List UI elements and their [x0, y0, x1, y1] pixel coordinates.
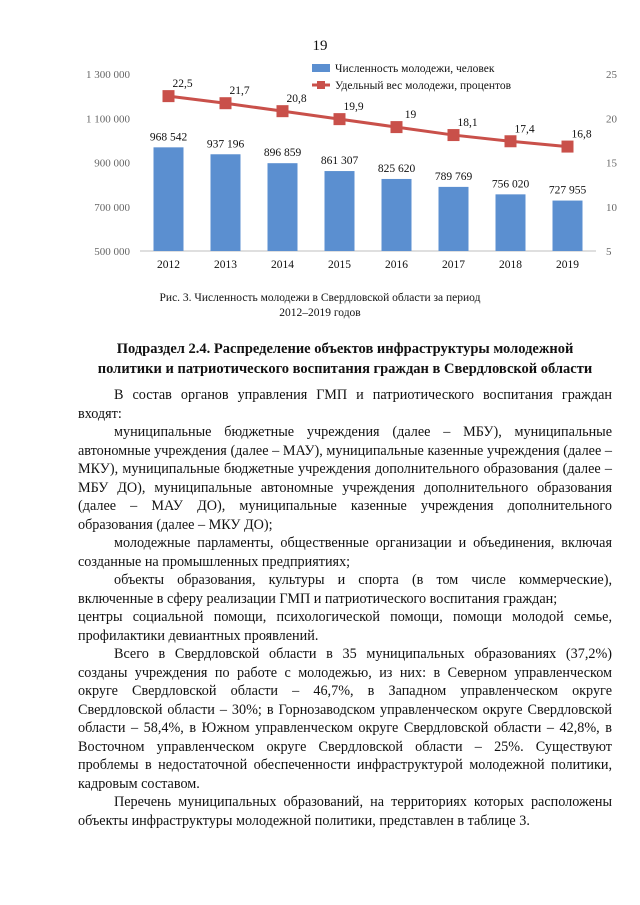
paragraph: объекты образования, культуры и спорта (в том числе коммерческие), включенные в сферу реализации ГМП и патриотического воспитания граждан; — [78, 572, 612, 607]
page-number: 19 — [312, 38, 328, 54]
bar — [154, 147, 184, 251]
paragraph: муниципальные бюджетные учреждения (далее – МБУ), муниципальные автономные учреждения (далее – МАУ), муниципальные казенные учреждения (далее – МКУ), муниципальные бюджетные учреждения дополнительного образования (далее – МБУ ДО), муниципальные автономные учреждения дополнительного образования (далее – МАУ ДО), муниципальные казенные учреждения дополнительного образования (далее – МКУ ДО); — [78, 424, 612, 533]
heading-line-2: политики и патриотического воспитания граждан в Свердловской области — [97, 361, 593, 377]
youth-population-chart — [0, 0, 640, 290]
bar — [211, 154, 241, 251]
line-data-label: 16,8 — [571, 128, 592, 141]
x-tick-label: 2016 — [385, 259, 408, 271]
bar-data-label: 825 620 — [377, 162, 416, 175]
x-tick-label: 2018 — [499, 259, 522, 271]
bar-data-label: 861 307 — [320, 155, 359, 168]
line-point-marker — [277, 105, 289, 117]
line-point-marker — [505, 135, 517, 147]
line-data-label: 19 — [404, 109, 417, 122]
line-data-label: 17,4 — [514, 123, 535, 136]
y-right-tick-label: 20 — [606, 113, 617, 126]
caption-line-2: 2012–2019 годов — [279, 307, 361, 319]
body-text — [78, 386, 612, 830]
y-right-tick-label: 25 — [606, 69, 617, 81]
bar-data-label: 727 955 — [548, 184, 587, 197]
y-left-tick-label: 900 000 — [94, 157, 130, 170]
legend-bar-swatch — [312, 64, 330, 72]
bar-data-label: 789 769 — [434, 170, 473, 183]
caption-line-1: Рис. 3. Численность молодежи в Свердловской области за период — [159, 292, 481, 304]
heading-line-1: Подраздел 2.4. Распределение объектов инфраструктуры молодежной — [116, 341, 574, 357]
legend-line-label: Удельный вес молодежи, процентов — [335, 80, 512, 92]
bar-data-label: 937 196 — [206, 138, 245, 151]
paragraph: Всего в Свердловской области в 35 муниципальных образованиях (37,2%) созданы учреждения по работе с молодежью, из них: в Северном управленческом округе Свердловской области – 46,7%, в Западном управленческом округе Свердловской области – 30%; в Горнозаводском управленческом округе Свердловской области – 58,4%, в Южном управленческом округе Свердловской области – 42,8%, в Восточном управленческом округе Свердловской области – 25%. Существуют проблемы в недостаточной обеспеченности инфраструктурой молодежной политики, кадровым составом. — [78, 646, 612, 792]
line-data-label: 22,5 — [172, 78, 193, 91]
y-right-tick-label: 15 — [606, 157, 617, 170]
bar — [382, 179, 412, 251]
x-tick-label: 2014 — [271, 259, 294, 271]
y-left-tick-label: 500 000 — [94, 246, 130, 258]
bar — [439, 187, 469, 251]
line-data-label: 18,1 — [457, 117, 478, 130]
x-tick-label: 2019 — [556, 259, 579, 271]
paragraph: Перечень муниципальных образований, на территориях которых расположены объекты инфраструктуры молодежной политики, представлен в таблице 3. — [78, 794, 612, 829]
line-data-label: 20,8 — [286, 93, 307, 106]
paragraph: молодежные парламенты, общественные организации и объединения, включая созданные на промышленных предприятиях; — [78, 535, 612, 570]
y-left-tick-label: 1 100 000 — [86, 113, 130, 126]
line-data-label: 21,7 — [229, 85, 250, 98]
bar — [553, 201, 583, 251]
line-point-marker — [334, 113, 346, 125]
bar-data-label: 756 020 — [491, 178, 530, 191]
y-right-tick-label: 5 — [606, 246, 612, 258]
line-data-label: 19,9 — [343, 101, 364, 114]
legend-line-marker — [317, 81, 325, 89]
y-right-tick-label: 10 — [606, 201, 617, 214]
line-point-marker — [391, 121, 403, 133]
bar — [496, 194, 526, 251]
y-left-tick-label: 1 300 000 — [86, 69, 130, 81]
line-point-marker — [448, 129, 460, 141]
bar — [325, 171, 355, 251]
line-point-marker — [220, 97, 232, 109]
x-tick-label: 2013 — [214, 259, 237, 271]
x-tick-label: 2015 — [328, 259, 351, 271]
legend-bar-label: Численность молодежи, человек — [335, 63, 495, 75]
figure-caption — [0, 291, 640, 321]
y-left-tick-label: 700 000 — [94, 201, 130, 214]
bar-data-label: 968 542 — [149, 131, 188, 144]
line-point-marker — [163, 90, 175, 102]
paragraph: центры социальной помощи, психологической помощи, помощи молодой семье, профилактики девиантных проявлений. — [78, 609, 612, 644]
paragraph: В состав органов управления ГМП и патриотического воспитания граждан входят: — [78, 387, 612, 422]
line-point-marker — [562, 141, 574, 153]
bar-data-label: 896 859 — [263, 147, 302, 160]
bar — [268, 163, 298, 251]
x-tick-label: 2012 — [157, 259, 180, 271]
x-tick-label: 2017 — [442, 259, 465, 271]
section-heading — [78, 339, 612, 379]
